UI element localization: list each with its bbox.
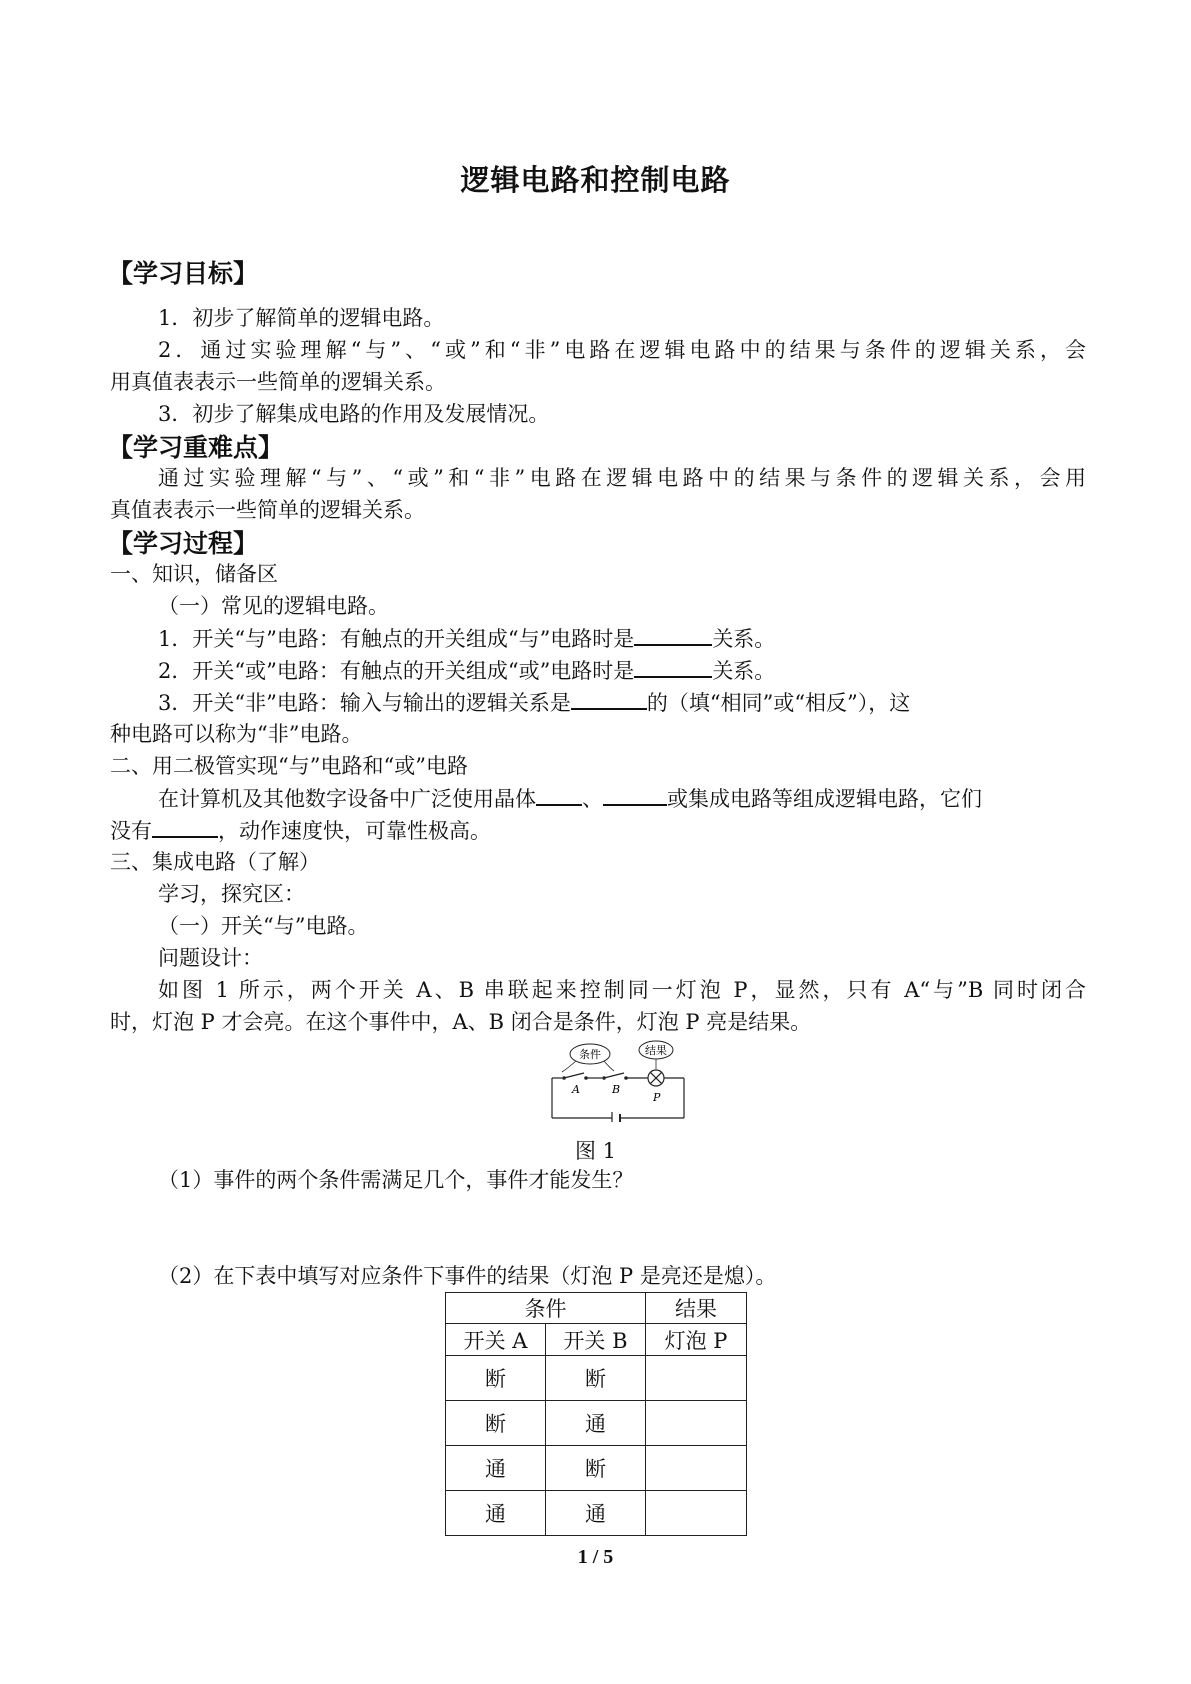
question-1 — [158, 626, 775, 651]
table-cell: 断 — [546, 1446, 646, 1491]
question-3-line-b: 种电路可以称为“非”电路。 — [110, 722, 363, 746]
result-answer-cell[interactable] — [646, 1401, 747, 1446]
table-col-lamp-p: 灯泡 P — [646, 1324, 747, 1356]
paragraph-text: 、 — [582, 787, 603, 811]
table-cell: 通 — [446, 1491, 546, 1536]
circuit-figure — [548, 1040, 688, 1122]
switch-a-label: A — [572, 1083, 580, 1096]
result-cloud-label: 结果 — [645, 1044, 667, 1057]
answer-blank[interactable] — [634, 626, 712, 646]
table-cell: 断 — [546, 1356, 646, 1401]
table-header-result: 结果 — [646, 1293, 747, 1324]
table-col-switch-a: 开关 A — [446, 1324, 546, 1356]
table-row — [446, 1446, 747, 1491]
table-cell: 通 — [546, 1491, 646, 1536]
question-3 — [158, 690, 1086, 715]
table-row — [446, 1356, 747, 1401]
table-cell: 断 — [446, 1356, 546, 1401]
process-heading: 【学习过程】 — [108, 529, 259, 558]
paragraph-text: 没有 — [110, 819, 152, 843]
objective-2-line-a: 2．通过实验理解“与”、“或”和“非”电路在逻辑电路中的结果与条件的逻辑关系，会 — [158, 338, 1086, 362]
question-design-label: 问题设计： — [158, 946, 263, 970]
answer-blank[interactable] — [603, 786, 667, 806]
answer-blank[interactable] — [634, 658, 712, 678]
objective-1: 1．初步了解简单的逻辑电路。 — [158, 306, 445, 330]
question-2-text: 2．开关“或”电路：有触点的开关组成“或”电路时是 — [158, 659, 635, 683]
question-1-suffix: 关系。 — [712, 627, 776, 651]
result-answer-cell[interactable] — [646, 1356, 747, 1401]
table-cell: 断 — [446, 1401, 546, 1446]
switch-a-icon — [564, 1073, 584, 1078]
question-1-text: 1．开关“与”电路：有触点的开关组成“与”电路时是 — [158, 627, 635, 651]
question-part-2: （2）在下表中填写对应条件下事件的结果（灯泡 P 是亮还是熄）。 — [158, 1264, 777, 1288]
figure-description-line-a: 如图 1 所示，两个开关 A、B 串联起来控制同一灯泡 P，显然，只有 A“与”B 同时闭合 — [158, 978, 1086, 1002]
table-row — [446, 1401, 747, 1446]
section-2-paragraph-b — [110, 818, 491, 843]
page-title: 逻辑电路和控制电路 — [460, 163, 731, 197]
table-subheader-row — [446, 1324, 747, 1356]
lamp-label: P — [653, 1091, 661, 1104]
table-header-condition: 条件 — [446, 1293, 646, 1324]
keypoints-line-a: 通过实验理解“与”、“或”和“非”电路在逻辑电路中的结果与条件的逻辑关系，会用 — [158, 466, 1086, 490]
subsection-1-title: （一）常见的逻辑电路。 — [158, 594, 389, 618]
table-col-switch-b: 开关 B — [546, 1324, 646, 1356]
table-header-row — [446, 1293, 747, 1324]
table-cell: 通 — [446, 1446, 546, 1491]
objective-3: 3．初步了解集成电路的作用及发展情况。 — [158, 402, 550, 426]
question-3-text: 3．开关“非”电路：输入与输出的逻辑关系是 — [158, 691, 571, 715]
switch-b-label: B — [612, 1083, 621, 1096]
figure-caption: 图 1 — [574, 1139, 617, 1163]
table-cell: 通 — [546, 1401, 646, 1446]
result-answer-cell[interactable] — [646, 1446, 747, 1491]
section-3-title: 三、集成电路（了解） — [110, 850, 320, 874]
objectives-heading: 【学习目标】 — [108, 259, 259, 288]
question-2-suffix: 关系。 — [712, 659, 776, 683]
answer-blank[interactable] — [152, 818, 218, 838]
section-2-title: 二、用二极管实现“与”电路和“或”电路 — [110, 754, 468, 778]
section-1-title: 一、知识，储备区 — [110, 562, 278, 586]
subsection-2-title: （一）开关“与”电路。 — [158, 914, 369, 938]
answer-blank[interactable] — [536, 786, 582, 806]
study-area-title: 学习，探究区： — [158, 882, 305, 906]
paragraph-text: 或集成电路等组成逻辑电路，它们 — [667, 787, 982, 811]
result-answer-cell[interactable] — [646, 1491, 747, 1536]
switch-b-icon — [604, 1073, 624, 1078]
question-2 — [158, 658, 775, 683]
keypoints-line-b: 真值表表示一些简单的逻辑关系。 — [110, 498, 425, 522]
paragraph-text: 在计算机及其他数字设备中广泛使用晶体 — [158, 787, 536, 811]
keypoints-heading: 【学习重难点】 — [108, 433, 284, 462]
paragraph-text: ，动作速度快，可靠性极高。 — [218, 819, 491, 843]
figure-description-line-b: 时，灯泡 P 才会亮。在这个事件中，A、B 闭合是条件，灯泡 P 亮是结果。 — [110, 1010, 812, 1034]
answer-blank[interactable] — [571, 690, 647, 710]
section-2-paragraph-a — [158, 786, 1086, 811]
page-number: 1 / 5 — [577, 1546, 614, 1568]
objective-2-line-b: 用真值表表示一些简单的逻辑关系。 — [110, 370, 446, 394]
table-row — [446, 1491, 747, 1536]
truth-table — [445, 1292, 747, 1536]
question-3-suffix: 的（填“相同”或“相反”），这 — [646, 691, 911, 715]
condition-cloud-label: 条件 — [579, 1048, 601, 1061]
question-part-1: （1）事件的两个条件需满足几个，事件才能发生？ — [158, 1168, 634, 1192]
